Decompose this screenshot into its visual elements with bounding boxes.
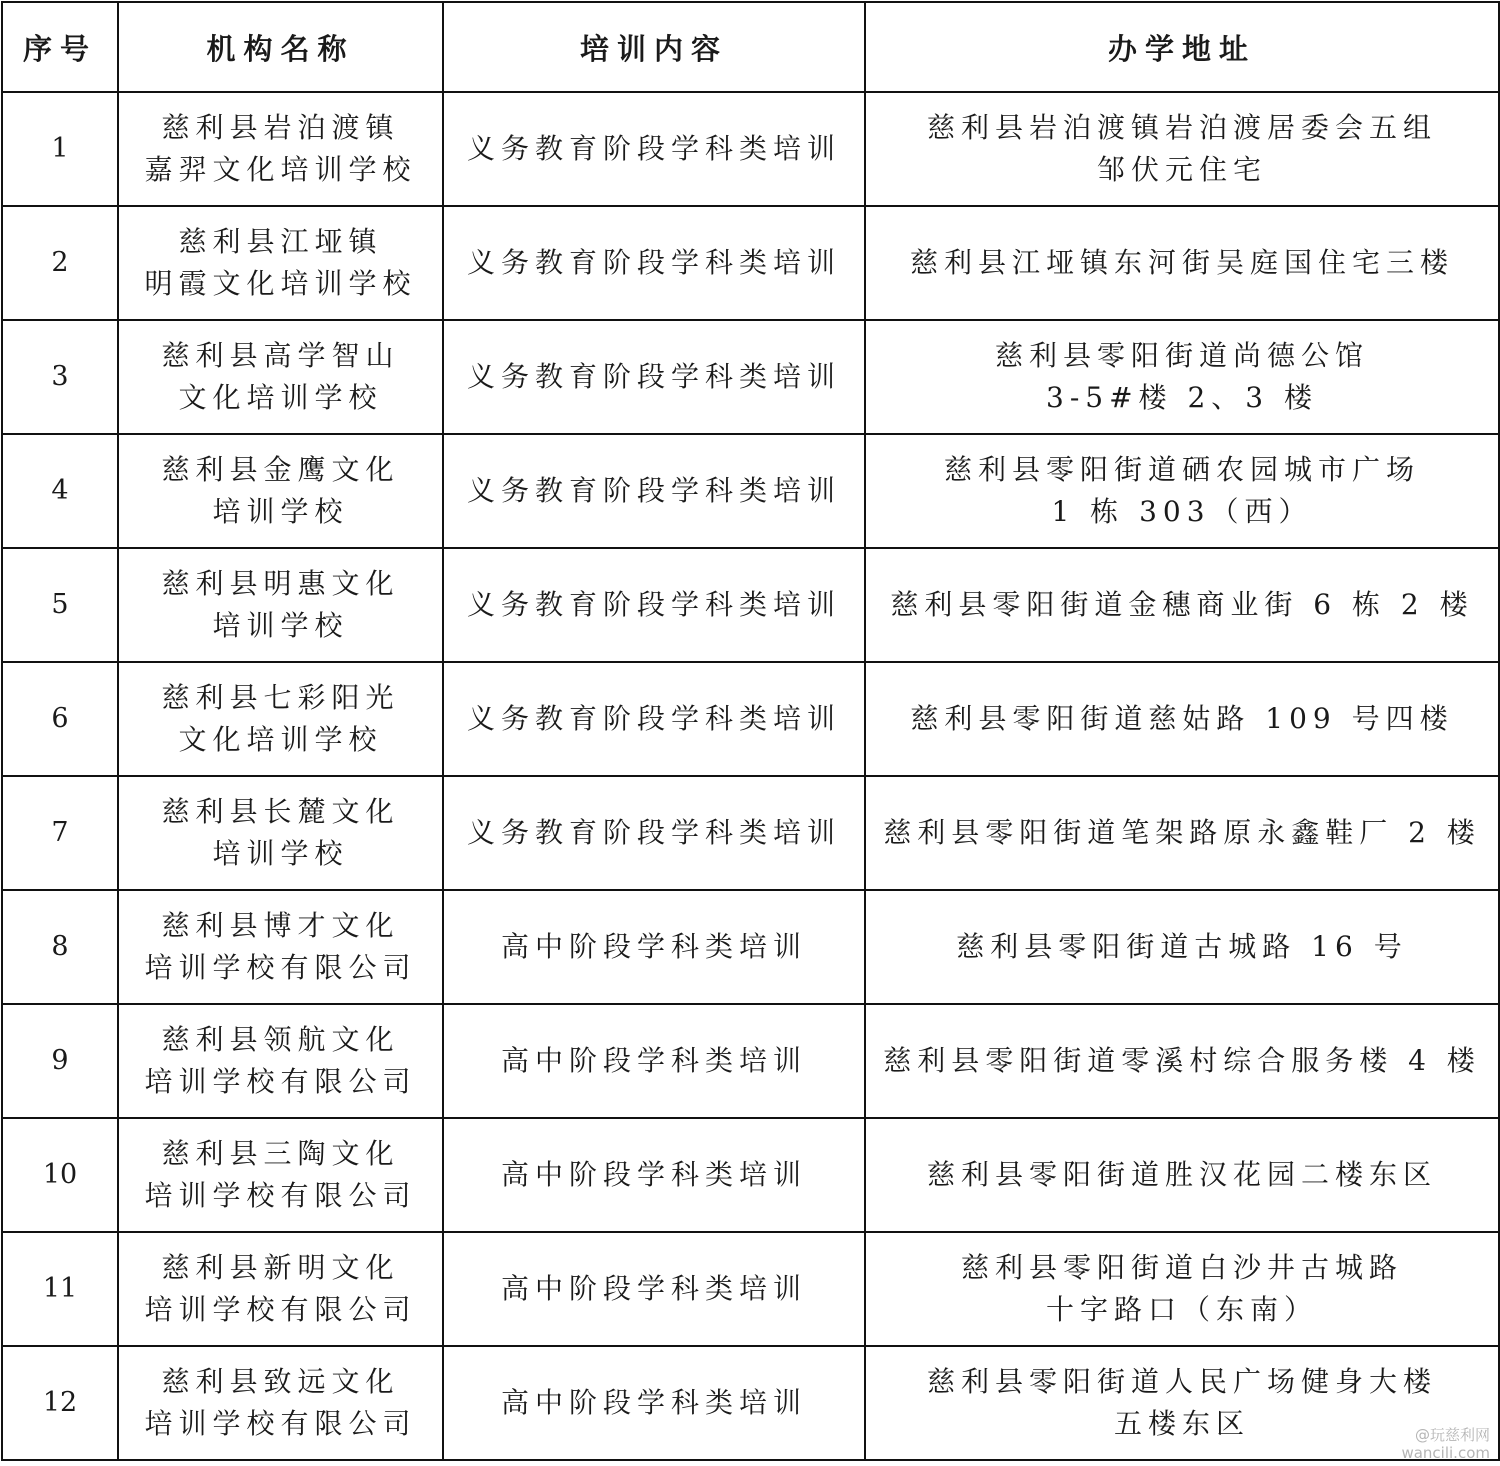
- school-address-line: 慈利县江垭镇东河街吴庭国住宅三楼: [909, 246, 1454, 279]
- school-address-line: 慈利县零阳街道白沙井古城路: [960, 1251, 1403, 1284]
- school-address-line: 慈利县零阳街道古城路 16 号: [956, 930, 1408, 963]
- cell-training-content: 义务教育阶段学科类培训: [443, 776, 865, 890]
- cell-training-content: 义务教育阶段学科类培训: [443, 206, 865, 320]
- cell-training-content: 义务教育阶段学科类培训: [443, 662, 865, 776]
- school-address-line: 慈利县零阳街道零溪村综合服务楼 4 楼: [883, 1044, 1481, 1077]
- cell-institution-name: [118, 662, 443, 776]
- table-row: [2, 320, 1499, 434]
- institution-name-line: 慈利县岩泊渡镇: [161, 111, 400, 144]
- cell-school-address: [865, 434, 1499, 548]
- institution-name-line: 慈利县高学智山: [161, 339, 400, 372]
- cell-institution-name: [118, 206, 443, 320]
- cell-serial-number: 7: [2, 776, 118, 890]
- cell-school-address: [865, 776, 1499, 890]
- table-body: [2, 92, 1499, 1460]
- cell-training-content: 义务教育阶段学科类培训: [443, 320, 865, 434]
- cell-institution-name: [118, 320, 443, 434]
- table-row: [2, 92, 1499, 206]
- cell-serial-number: 4: [2, 434, 118, 548]
- cell-institution-name: [118, 92, 443, 206]
- school-address-line: 慈利县零阳街道金穗商业街 6 栋 2 楼: [890, 588, 1474, 621]
- cell-school-address: [865, 320, 1499, 434]
- institution-name-line: 慈利县博才文化: [161, 909, 400, 942]
- watermark-line-1: @玩慈利网: [1414, 1426, 1490, 1444]
- cell-institution-name: [118, 1118, 443, 1232]
- cell-training-content: 高中阶段学科类培训: [443, 1346, 865, 1460]
- cell-institution-name: [118, 890, 443, 1004]
- cell-institution-name: [118, 548, 443, 662]
- school-address-line: 慈利县岩泊渡镇岩泊渡居委会五组: [926, 111, 1437, 144]
- cell-training-content: 高中阶段学科类培训: [443, 1004, 865, 1118]
- school-address-line: 慈利县零阳街道慈姑路 109 号四楼: [910, 702, 1454, 735]
- cell-serial-number: 8: [2, 890, 118, 1004]
- table-row: [2, 206, 1499, 320]
- cell-training-content: 高中阶段学科类培训: [443, 1232, 865, 1346]
- header-training-content: 培训内容: [443, 2, 865, 92]
- cell-school-address: [865, 548, 1499, 662]
- institution-name-line: 培训学校: [212, 609, 349, 642]
- cell-serial-number: 6: [2, 662, 118, 776]
- cell-training-content: 义务教育阶段学科类培训: [443, 548, 865, 662]
- school-address-line: 慈利县零阳街道人民广场健身大楼: [926, 1365, 1437, 1398]
- school-address-line: 邹伏元住宅: [1096, 153, 1267, 186]
- institution-name-line: 文化培训学校: [178, 723, 383, 756]
- table-row: [2, 890, 1499, 1004]
- institution-name-line: 慈利县七彩阳光: [161, 681, 400, 714]
- institution-name-line: 培训学校有限公司: [144, 1179, 417, 1212]
- header-serial-number: 序号: [2, 2, 118, 92]
- table-row: [2, 776, 1499, 890]
- cell-institution-name: [118, 1232, 443, 1346]
- cell-institution-name: [118, 1004, 443, 1118]
- school-address-line: 慈利县零阳街道尚德公馆: [994, 339, 1369, 372]
- table-row: [2, 662, 1499, 776]
- watermark-line-2: wancili.com: [1401, 1444, 1490, 1462]
- table-row: [2, 1346, 1499, 1460]
- institution-name-line: 慈利县新明文化: [161, 1251, 400, 1284]
- institution-name-line: 培训学校有限公司: [144, 1293, 417, 1326]
- cell-serial-number: 11: [2, 1232, 118, 1346]
- institution-name-line: 慈利县致远文化: [161, 1365, 400, 1398]
- institution-name-line: 慈利县三陶文化: [161, 1137, 400, 1170]
- school-address-line: 3-5#楼 2、3 楼: [1046, 381, 1318, 414]
- table-row: [2, 434, 1499, 548]
- institution-name-line: 培训学校: [212, 495, 349, 528]
- header-school-address: 办学地址: [865, 2, 1499, 92]
- cell-serial-number: 5: [2, 548, 118, 662]
- table-row: [2, 1004, 1499, 1118]
- institution-name-line: 慈利县明惠文化: [161, 567, 400, 600]
- cell-serial-number: 9: [2, 1004, 118, 1118]
- institution-name-line: 明霞文化培训学校: [144, 267, 417, 300]
- institution-name-line: 慈利县长麓文化: [161, 795, 400, 828]
- school-address-line: 慈利县零阳街道硒农园城市广场: [943, 453, 1420, 486]
- institution-name-line: 培训学校有限公司: [144, 951, 417, 984]
- watermark: [1401, 1426, 1490, 1462]
- cell-school-address: [865, 1004, 1499, 1118]
- cell-institution-name: [118, 1346, 443, 1460]
- school-address-line: 十字路口（东南）: [1045, 1293, 1318, 1326]
- school-address-line: 五楼东区: [1113, 1407, 1250, 1440]
- institution-name-line: 培训学校有限公司: [144, 1065, 417, 1098]
- cell-institution-name: [118, 434, 443, 548]
- cell-serial-number: 1: [2, 92, 118, 206]
- cell-school-address: [865, 92, 1499, 206]
- cell-school-address: [865, 890, 1499, 1004]
- cell-serial-number: 10: [2, 1118, 118, 1232]
- cell-training-content: 高中阶段学科类培训: [443, 1118, 865, 1232]
- cell-training-content: 高中阶段学科类培训: [443, 890, 865, 1004]
- institution-name-line: 慈利县江垭镇: [178, 225, 383, 258]
- table-row: [2, 548, 1499, 662]
- cell-school-address: [865, 1232, 1499, 1346]
- institution-name-line: 文化培训学校: [178, 381, 383, 414]
- school-address-line: 1 栋 303（西）: [1051, 495, 1313, 528]
- cell-school-address: [865, 1118, 1499, 1232]
- institution-name-line: 培训学校: [212, 837, 349, 870]
- table-header-row: [2, 2, 1499, 92]
- institution-name-line: 嘉羿文化培训学校: [144, 153, 417, 186]
- institutions-table: [1, 1, 1500, 1461]
- cell-institution-name: [118, 776, 443, 890]
- table-row: [2, 1118, 1499, 1232]
- institution-name-line: 培训学校有限公司: [144, 1407, 417, 1440]
- cell-serial-number: 3: [2, 320, 118, 434]
- cell-training-content: 义务教育阶段学科类培训: [443, 434, 865, 548]
- institution-name-line: 慈利县金鹰文化: [161, 453, 400, 486]
- cell-school-address: [865, 206, 1499, 320]
- cell-serial-number: 12: [2, 1346, 118, 1460]
- school-address-line: 慈利县零阳街道笔架路原永鑫鞋厂 2 楼: [883, 816, 1481, 849]
- cell-school-address: [865, 662, 1499, 776]
- table-row: [2, 1232, 1499, 1346]
- school-address-line: 慈利县零阳街道胜汉花园二楼东区: [926, 1158, 1437, 1191]
- cell-serial-number: 2: [2, 206, 118, 320]
- header-institution-name: 机构名称: [118, 2, 443, 92]
- cell-training-content: 义务教育阶段学科类培训: [443, 92, 865, 206]
- institution-name-line: 慈利县领航文化: [161, 1023, 400, 1056]
